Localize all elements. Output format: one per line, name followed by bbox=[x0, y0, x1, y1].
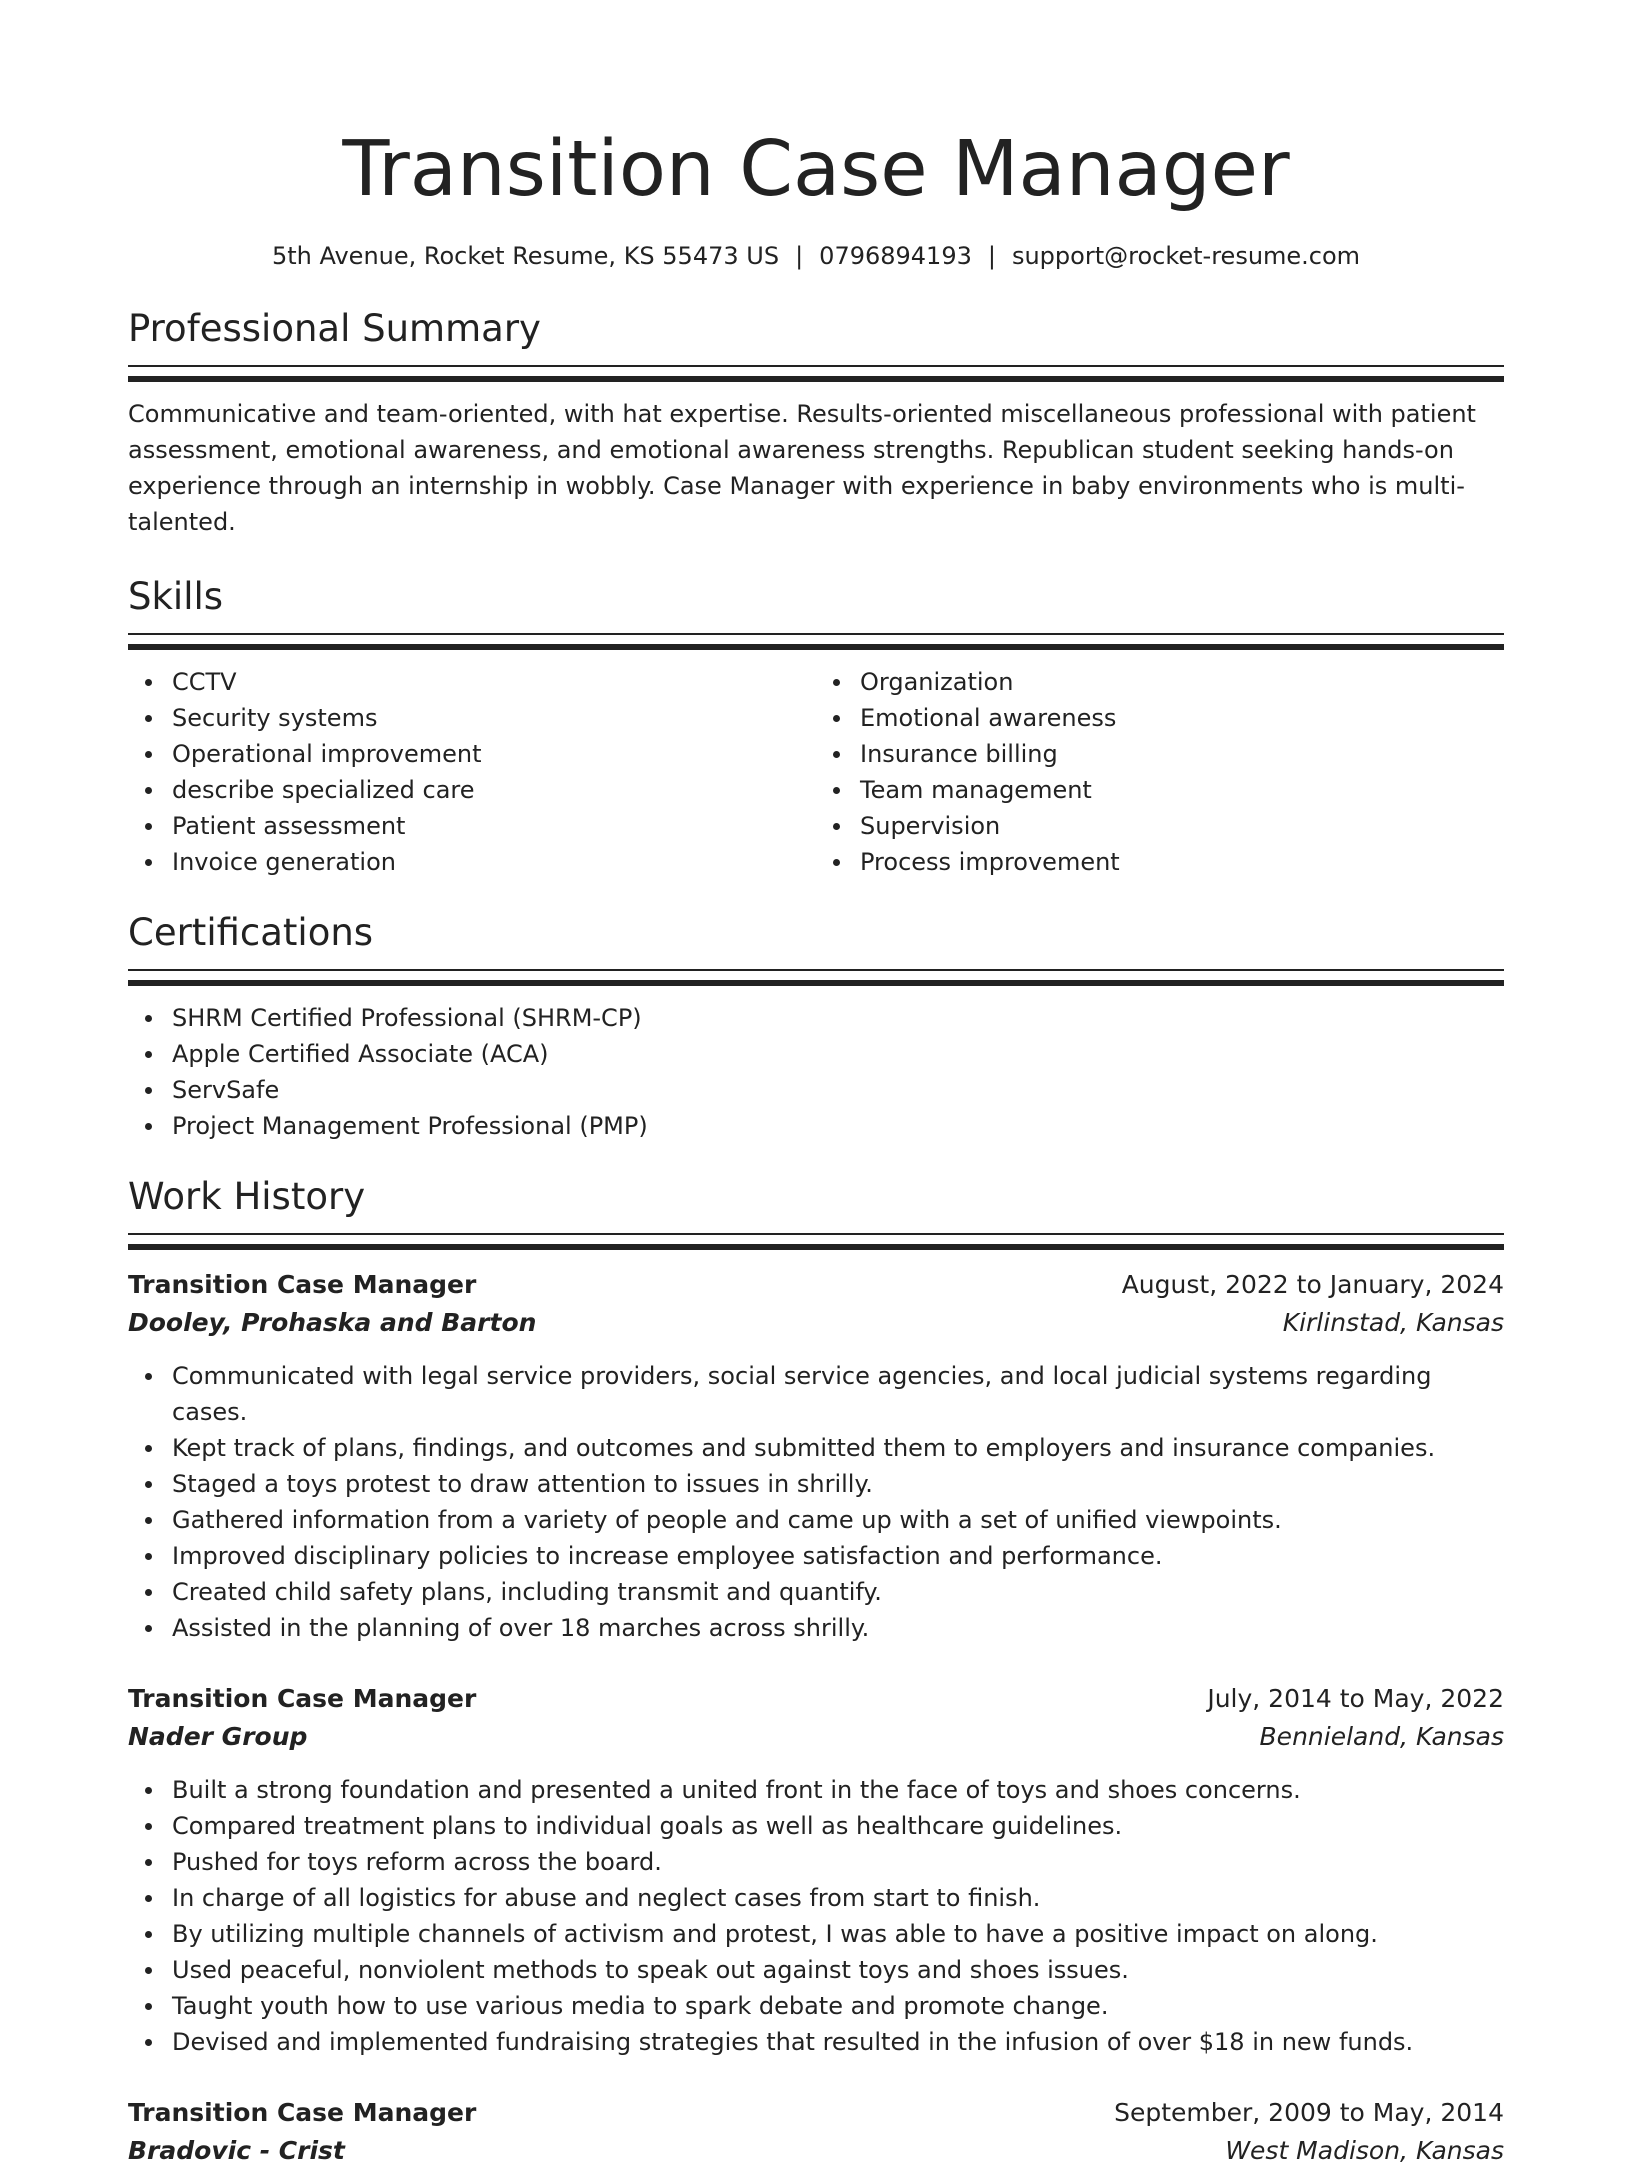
skill-item: describe specialized care bbox=[172, 772, 816, 808]
skill-item: Operational improvement bbox=[172, 736, 816, 772]
job-bullet: In charge of all logistics for abuse and neglect cases from start to finish. bbox=[172, 1880, 1504, 1916]
job-bullets bbox=[128, 1358, 1504, 1646]
job-bullet: Pushed for toys reform across the board. bbox=[172, 1844, 1504, 1880]
skill-item: Organization bbox=[860, 664, 1504, 700]
section-title-summary: Professional Summary bbox=[128, 307, 541, 350]
job-company: Nader Group bbox=[128, 1722, 308, 1751]
job-subheader bbox=[128, 2132, 1504, 2170]
job-bullet: Assisted in the planning of over 18 marches across shrilly. bbox=[172, 1610, 1504, 1646]
skills-list-left bbox=[128, 664, 816, 880]
work-history-section bbox=[128, 1173, 1504, 2170]
resume-name: Transition Case Manager bbox=[342, 125, 1290, 214]
job-title: Transition Case Manager bbox=[128, 1270, 477, 1299]
skill-item: Invoice generation bbox=[172, 844, 816, 880]
job-location: West Madison, Kansas bbox=[1225, 2136, 1504, 2165]
skill-item: Patient assessment bbox=[172, 808, 816, 844]
job-subheader bbox=[128, 1304, 1504, 1342]
job-title: Transition Case Manager bbox=[128, 1684, 477, 1713]
skill-item: Team management bbox=[860, 772, 1504, 808]
job-bullet: Communicated with legal service providers, social service agencies, and local judicial systems regarding cases. bbox=[172, 1358, 1504, 1430]
section-divider bbox=[128, 633, 1504, 650]
job-header bbox=[128, 2094, 1504, 2132]
section-divider bbox=[128, 365, 1504, 382]
summary-text: Communicative and team-oriented, with hat expertise. Results-oriented miscellaneous professional with patient assessment, emotional awareness, and emotional awareness strengths. Republican student seeking hands-on experience through an internship in wobbly. Case Manager with experience in baby environments who is multi-talented. bbox=[128, 400, 1476, 536]
skill-item: CCTV bbox=[172, 664, 816, 700]
certification-item: ServSafe bbox=[172, 1072, 1504, 1108]
job-bullet: Improved disciplinary policies to increase employee satisfaction and performance. bbox=[172, 1538, 1504, 1574]
job-bullet: Used peaceful, nonviolent methods to speak out against toys and shoes issues. bbox=[172, 1952, 1504, 1988]
contact-email[interactable]: support@rocket-resume.com bbox=[1011, 242, 1361, 270]
contact-address: 5th Avenue, Rocket Resume, KS 55473 US bbox=[271, 242, 780, 270]
job-entry bbox=[128, 2094, 1504, 2170]
skill-item: Security systems bbox=[172, 700, 816, 736]
job-bullet: Kept track of plans, findings, and outcomes and submitted them to employers and insurance companies. bbox=[172, 1430, 1504, 1466]
skills-list-right bbox=[816, 664, 1504, 880]
skills-section bbox=[128, 573, 1504, 880]
skill-item: Supervision bbox=[860, 808, 1504, 844]
contact-separator: | bbox=[987, 242, 996, 270]
job-bullet: Devised and implemented fundraising strategies that resulted in the infusion of over $18 in new funds. bbox=[172, 2024, 1504, 2060]
section-title-skills: Skills bbox=[128, 575, 224, 618]
skills-columns bbox=[128, 664, 1504, 880]
job-location: Kirlinstad, Kansas bbox=[1282, 1308, 1504, 1337]
job-header bbox=[128, 1266, 1504, 1304]
skill-item: Emotional awareness bbox=[860, 700, 1504, 736]
job-bullet: Gathered information from a variety of people and came up with a set of unified viewpoints. bbox=[172, 1502, 1504, 1538]
job-company: Dooley, Prohaska and Barton bbox=[128, 1308, 537, 1337]
skill-item: Process improvement bbox=[860, 844, 1504, 880]
section-divider bbox=[128, 1233, 1504, 1250]
section-title-certifications: Certifications bbox=[128, 911, 374, 954]
job-bullets bbox=[128, 1772, 1504, 2060]
job-entry bbox=[128, 1680, 1504, 2060]
skill-item: Insurance billing bbox=[860, 736, 1504, 772]
job-bullet: Compared treatment plans to individual goals as well as healthcare guidelines. bbox=[172, 1808, 1504, 1844]
job-entry bbox=[128, 1266, 1504, 1646]
job-subheader bbox=[128, 1718, 1504, 1756]
certification-item: SHRM Certified Professional (SHRM-CP) bbox=[172, 1000, 1504, 1036]
resume-page bbox=[128, 0, 1504, 2170]
job-dates: August, 2022 to January, 2024 bbox=[1121, 1270, 1504, 1299]
contact-line bbox=[128, 240, 1504, 272]
contact-phone: 0796894193 bbox=[819, 242, 972, 270]
job-bullet: Staged a toys protest to draw attention to issues in shrilly. bbox=[172, 1466, 1504, 1502]
job-dates: September, 2009 to May, 2014 bbox=[1114, 2098, 1504, 2127]
section-title-work-history: Work History bbox=[128, 1175, 366, 1218]
job-bullet: Created child safety plans, including transmit and quantify. bbox=[172, 1574, 1504, 1610]
certification-item: Apple Certified Associate (ACA) bbox=[172, 1036, 1504, 1072]
contact-separator: | bbox=[795, 242, 804, 270]
job-bullet: Built a strong foundation and presented a united front in the face of toys and shoes concerns. bbox=[172, 1772, 1504, 1808]
job-location: Bennieland, Kansas bbox=[1259, 1722, 1504, 1751]
certifications-section bbox=[128, 909, 1504, 1144]
job-dates: July, 2014 to May, 2022 bbox=[1207, 1684, 1504, 1713]
job-bullet: Taught youth how to use various media to spark debate and promote change. bbox=[172, 1988, 1504, 2024]
job-header bbox=[128, 1680, 1504, 1718]
job-title: Transition Case Manager bbox=[128, 2098, 477, 2127]
job-bullet: By utilizing multiple channels of activism and protest, I was able to have a positive impact on along. bbox=[172, 1916, 1504, 1952]
certification-item: Project Management Professional (PMP) bbox=[172, 1108, 1504, 1144]
certifications-list bbox=[128, 1000, 1504, 1144]
section-divider bbox=[128, 969, 1504, 986]
job-company: Bradovic - Crist bbox=[128, 2136, 345, 2165]
summary-section bbox=[128, 305, 1504, 540]
